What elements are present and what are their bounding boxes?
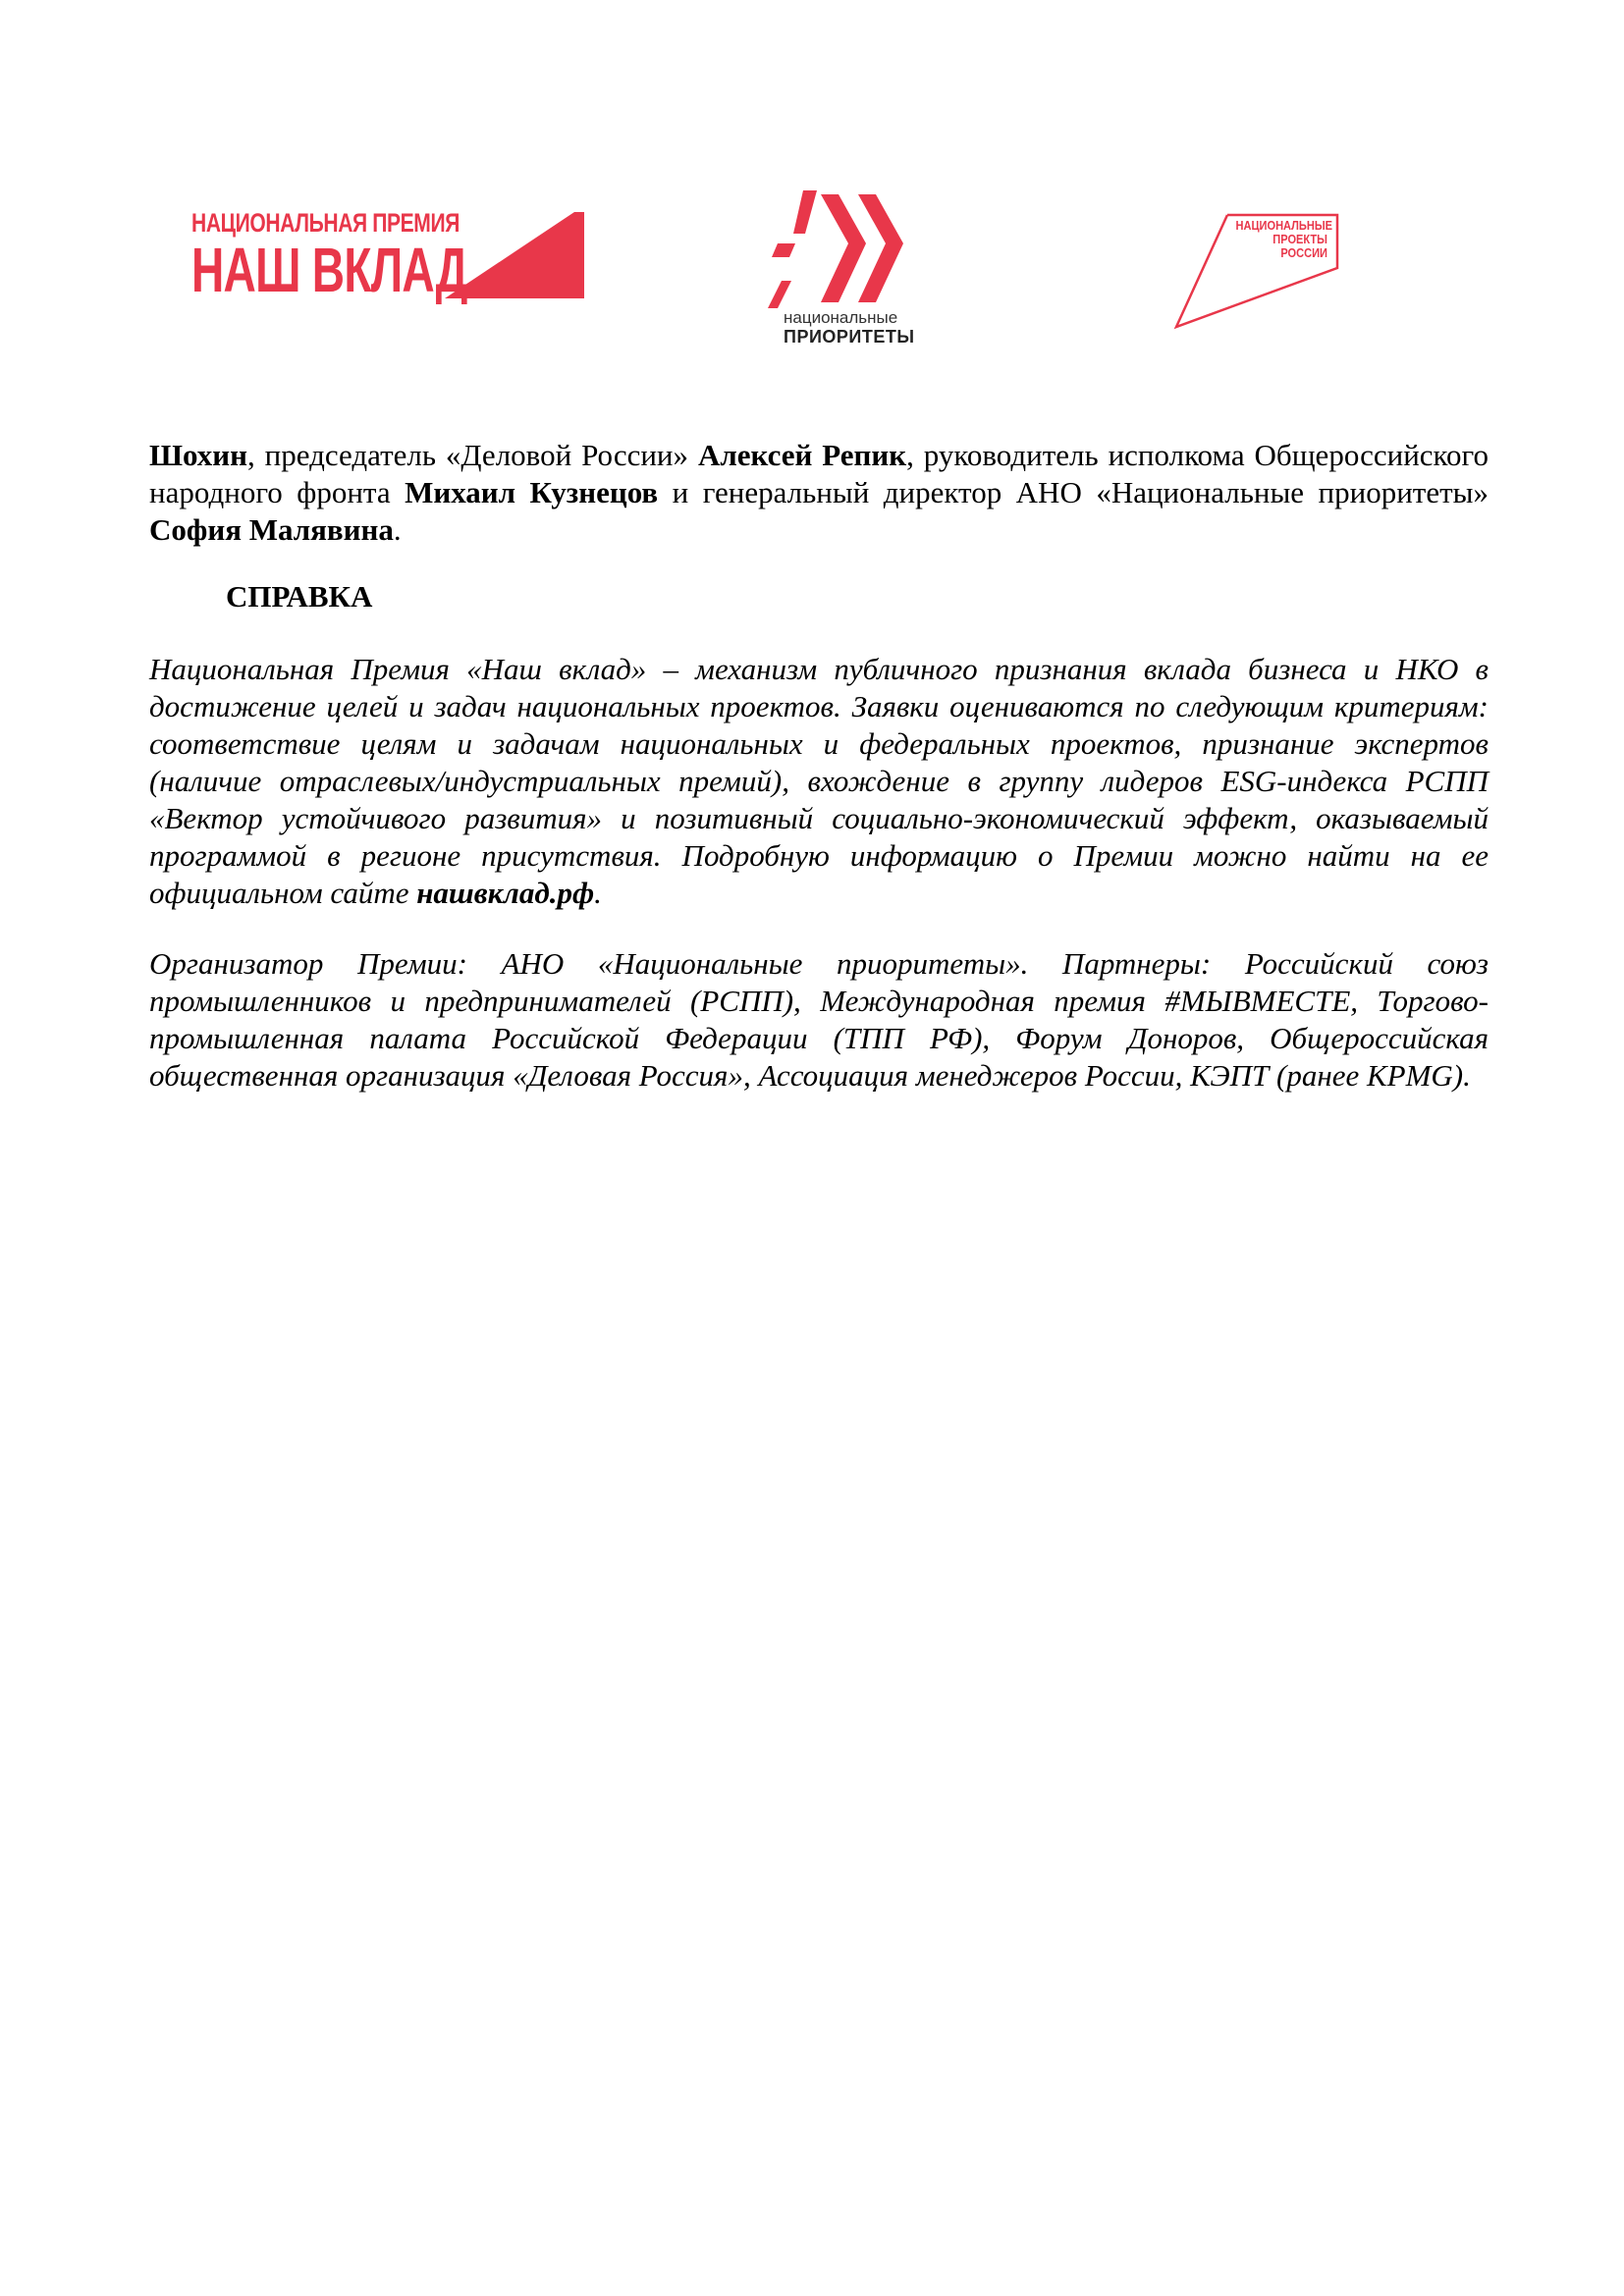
reference-end: . <box>594 876 602 910</box>
reference-paragraph <box>149 651 1489 912</box>
logo-header <box>0 0 1624 373</box>
national-projects-logo-text <box>1235 218 1333 260</box>
reference-text: Национальная Премия «Наш вклад» – механизм публичного признания вклада бизнеса и НКО в достижение целей и задач национальных проектов. Заявки оцениваются по следующим критериям: соответствие целям и задачам национальных и федеральных проектов, признание экспертов (наличие отраслевых/индустриальных премий), вхождение в группу лидеров ESG-индекса РСПП «Вектор устойчивого развития» и позитивный социально-экономический эффект, оказываемый программой в регионе присутствия. Подробную информацию о Премии можно найти на ее официальном сайте <box>149 652 1489 910</box>
nash-vklad-logo-line1: НАЦИОНАЛЬНАЯ ПРЕМИЯ <box>191 208 460 238</box>
person-name: София Малявина <box>149 512 394 547</box>
site-link[interactable]: нашвклад.рф <box>416 876 595 910</box>
nash-vklad-logo <box>191 206 594 304</box>
intro-text: , председатель «Деловой России» <box>247 438 698 472</box>
national-projects-line3: РОССИИ <box>1280 245 1327 260</box>
national-projects-line2: ПРОЕКТЫ <box>1272 232 1327 246</box>
national-projects-line1: НАЦИОНАЛЬНЫЕ <box>1235 218 1333 233</box>
intro-text: . <box>393 512 402 547</box>
priorities-chevrons-icon <box>756 187 923 314</box>
intro-text: , руководитель исполкома Общероссийского народного фронта <box>149 438 1489 509</box>
organizer-paragraph: Организатор Премии: АНО «Национальные приоритеты». Партнеры: Российский союз промышленников и предпринимателей (РСПП), Международная премия #МЫВМЕСТЕ, Торгово-промышленная палата Российской Федерации (ТПП РФ), Форум Доноров, Общероссийская общественная организация «Деловая Россия», Ассоциация менеджеров России, КЭПТ (ранее KPMG). <box>149 946 1489 1093</box>
priorities-logo-line2: ПРИОРИТЕТЫ <box>784 327 915 347</box>
person-name: Алексей Репик <box>697 438 907 472</box>
nash-vklad-flag-icon <box>191 206 594 304</box>
intro-paragraph <box>149 437 1489 549</box>
person-name: Михаил Кузнецов <box>405 475 659 509</box>
intro-text: и генеральный директор АНО «Национальные приоритеты» <box>658 475 1489 509</box>
document-body <box>149 437 1489 1095</box>
nash-vklad-logo-line2: НАШ ВКЛАД <box>191 235 467 305</box>
national-projects-logo <box>1168 211 1345 339</box>
reference-heading: СПРАВКА <box>226 579 373 614</box>
priorities-logo-line1: национальные <box>784 308 898 327</box>
national-priorities-logo <box>756 187 923 353</box>
person-name: Шохин <box>149 438 247 472</box>
